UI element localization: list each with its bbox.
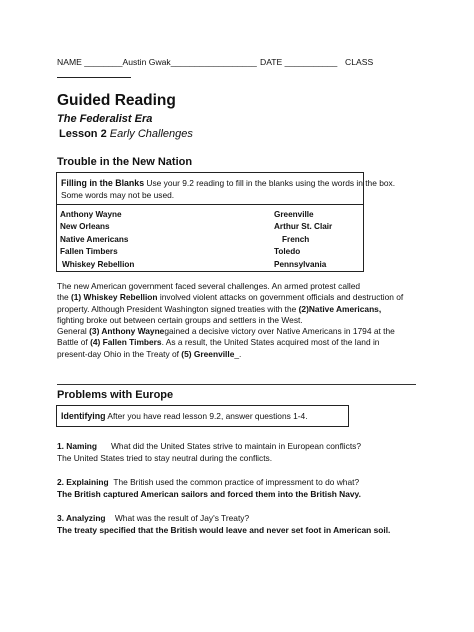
section-heading-trouble: Trouble in the New Nation bbox=[57, 156, 193, 168]
section-heading-europe: Problems with Europe bbox=[57, 389, 174, 401]
paragraph-line: fighting broke out between certain groups and settlers in the West. bbox=[57, 314, 303, 325]
paragraph-line bbox=[57, 304, 417, 315]
word-bank-item: Toledo bbox=[274, 247, 301, 257]
blank-4-answer[interactable]: (4) Fallen Timbers bbox=[90, 337, 162, 348]
word-bank-item: Anthony Wayne bbox=[60, 210, 122, 219]
paragraph-text: General bbox=[57, 326, 90, 337]
instructions-box bbox=[56, 172, 396, 205]
identifying-line bbox=[61, 410, 308, 422]
word-bank-item: Pennsylvania bbox=[274, 259, 327, 269]
paragraph-text: _. bbox=[234, 348, 242, 359]
lesson-heading bbox=[59, 128, 193, 140]
word-bank-item: New Orleans bbox=[60, 222, 110, 232]
class-blank[interactable] bbox=[57, 68, 131, 78]
identifying-box bbox=[56, 405, 349, 427]
question-line bbox=[57, 476, 427, 488]
paragraph-text: property. Although President Washington signed treaties with the bbox=[57, 303, 299, 314]
date-blank[interactable]: ___________ bbox=[284, 57, 338, 67]
question-number: 3. Analyzing bbox=[57, 513, 106, 523]
answer-text[interactable]: The treaty specified that the British would leave and never set foot in American soil. bbox=[57, 525, 391, 536]
paragraph-line bbox=[57, 292, 417, 303]
name-label: NAME bbox=[57, 57, 82, 67]
word-bank-item: Native Americans bbox=[60, 234, 129, 244]
word-bank-item: Whiskey Rebellion bbox=[62, 259, 135, 269]
paragraph-text: gained a decisive victory over Native Americans in 1794 at the bbox=[164, 326, 395, 337]
paragraph-text: Battle of bbox=[57, 337, 91, 348]
question-number: 2. Explaining bbox=[57, 477, 109, 487]
paragraph-text: . As a result, the United States acquired most of the land in bbox=[161, 337, 380, 348]
paragraph-text: the bbox=[57, 292, 71, 303]
section-divider bbox=[57, 384, 416, 385]
word-bank-right bbox=[274, 209, 332, 271]
question-text: What was the result of Jay's Treaty? bbox=[114, 513, 250, 523]
question-text: The British used the common practice of impressment to do what? bbox=[113, 477, 360, 487]
blank-1-answer[interactable]: (1) Whiskey Rebellion bbox=[70, 292, 158, 303]
question-line bbox=[57, 512, 427, 524]
fill-in-paragraph bbox=[57, 281, 417, 360]
blank-3-answer[interactable]: (3) Anthony Wayne bbox=[89, 326, 165, 337]
name-blank-before: ________ bbox=[84, 57, 123, 67]
answer-text[interactable]: The British captured American sailors and forced them into the British Navy. bbox=[57, 489, 361, 500]
blank-5-answer[interactable]: (5) Greenville bbox=[181, 348, 235, 359]
word-bank-item: Fallen Timbers bbox=[60, 247, 118, 257]
student-name[interactable]: Austin Gwak bbox=[122, 57, 171, 67]
instructions-text-1: Use your 9.2 reading to fill in the blanks using the words in the box. bbox=[146, 178, 396, 188]
page-subtitle: The Federalist Era bbox=[57, 113, 153, 125]
identifying-text: After you have read lesson 9.2, answer questions 1-4. bbox=[107, 411, 308, 421]
date-field bbox=[260, 57, 337, 67]
question-2 bbox=[57, 476, 427, 501]
paragraph-text: present-day Ohio in the Treaty of bbox=[57, 348, 182, 359]
word-bank-box bbox=[56, 204, 364, 272]
word-bank-item: Greenville bbox=[274, 210, 314, 219]
question-line bbox=[57, 440, 427, 452]
paragraph-line: The new American government faced several challenges. An armed protest called bbox=[57, 281, 361, 291]
question-3 bbox=[57, 512, 427, 537]
instructions-line-1 bbox=[61, 177, 395, 189]
word-bank-item: Arthur St. Clair bbox=[274, 222, 333, 232]
word-bank-left bbox=[60, 209, 134, 271]
instructions-label: Filling in the Blanks bbox=[61, 178, 145, 188]
name-blank-after: __________________ bbox=[170, 57, 257, 67]
paragraph-line bbox=[57, 337, 417, 348]
question-number: 1. Naming bbox=[57, 441, 98, 451]
page-title: Guided Reading bbox=[57, 92, 176, 109]
identifying-label: Identifying bbox=[61, 411, 106, 421]
blank-2-answer[interactable]: (2)Native Americans, bbox=[298, 303, 382, 314]
question-text: What did the United States strive to maintain in European conflicts? bbox=[111, 441, 361, 451]
answer-text[interactable]: The United States tried to stay neutral during the conflicts. bbox=[57, 453, 273, 464]
date-label: DATE bbox=[260, 57, 283, 67]
instructions-text-2: Some words may not be used. bbox=[61, 190, 175, 200]
lesson-label: Lesson 2 bbox=[59, 128, 107, 140]
word-bank-item: French bbox=[282, 234, 310, 244]
class-label: CLASS bbox=[345, 57, 374, 67]
question-1 bbox=[57, 440, 427, 465]
lesson-name: Early Challenges bbox=[109, 128, 193, 140]
paragraph-text: involved violent attacks on government officials and destruction of bbox=[157, 292, 404, 303]
paragraph-line bbox=[57, 326, 417, 337]
paragraph-line bbox=[57, 349, 417, 360]
name-field bbox=[57, 57, 257, 67]
